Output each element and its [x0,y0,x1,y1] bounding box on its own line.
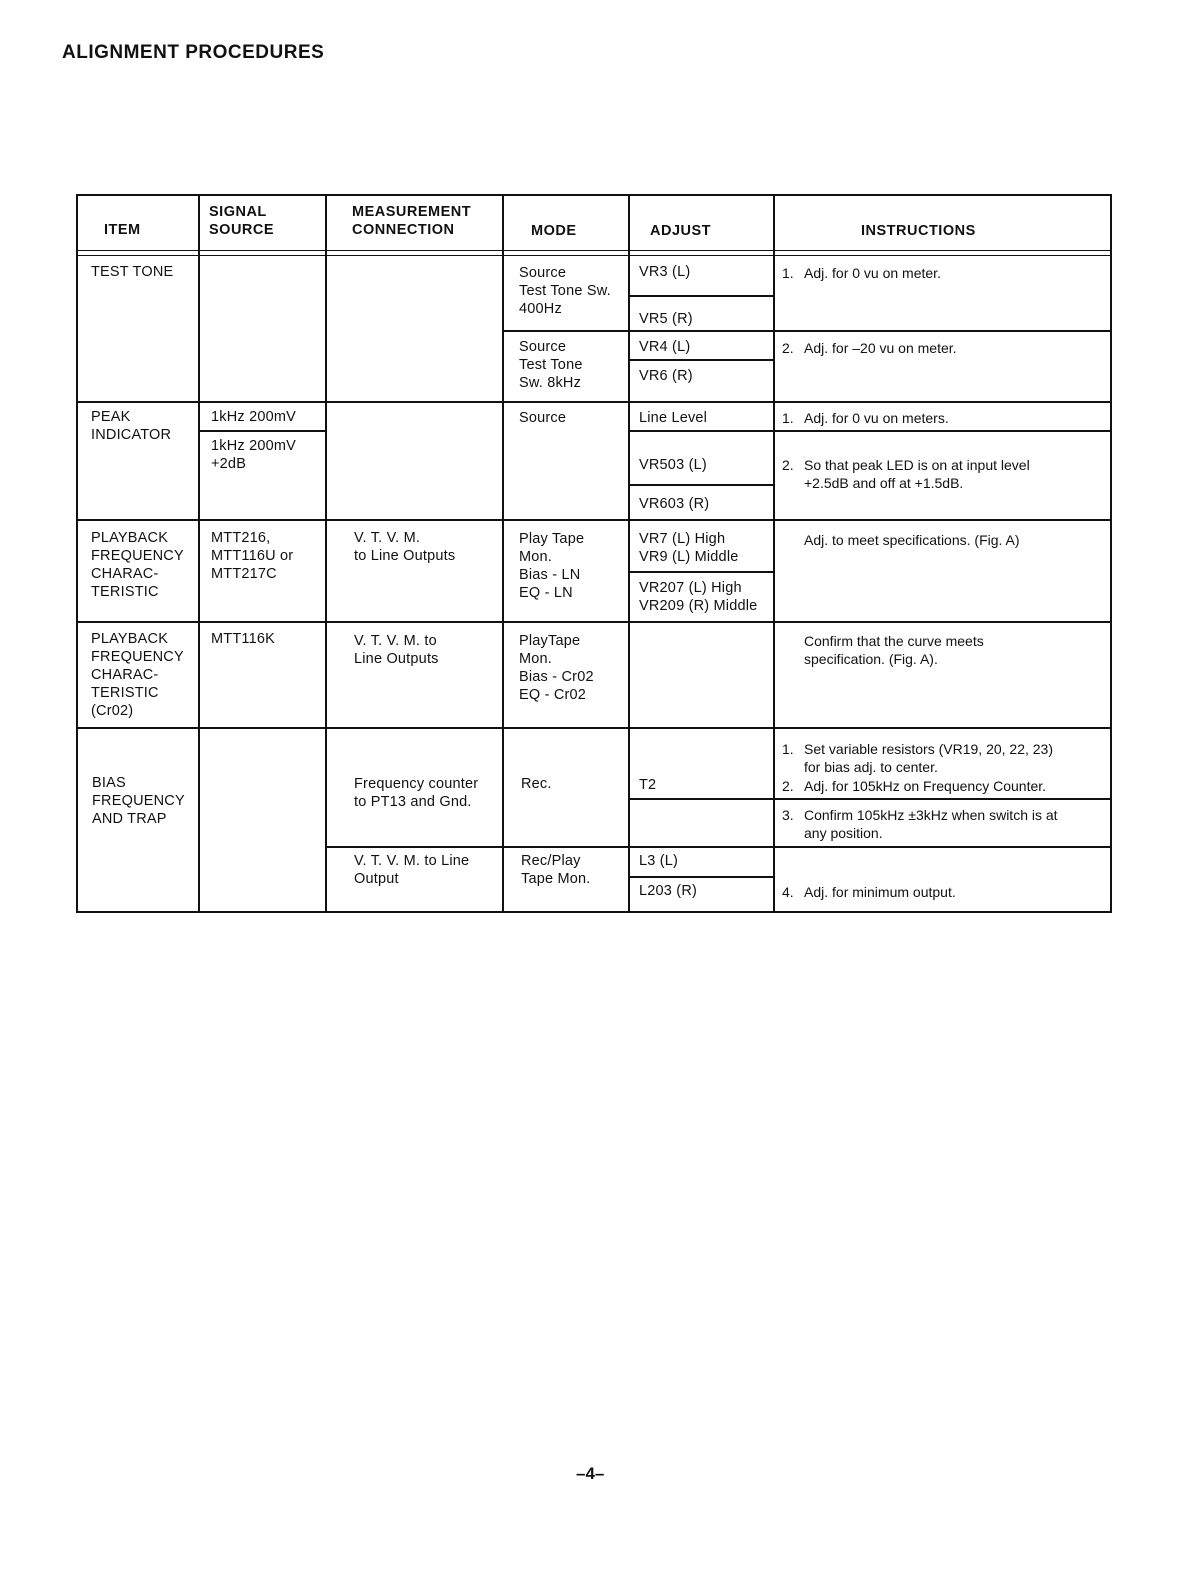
table-border-top [76,194,1112,196]
subrow-divider [326,846,1112,848]
table-border-left [76,194,78,913]
instruction-text: Adj. for –20 vu on meter. [804,340,957,356]
header-mode: MODE [531,223,577,239]
connection-cell: V. T. V. M. to Line Outputs [354,633,439,667]
instruction-number: 4. [782,884,794,900]
instruction-number: 1. [782,265,794,281]
adjust-cell: T2 [639,777,657,793]
column-divider [198,194,200,913]
adjust-divider [629,359,774,361]
adjust-cell: VR503 (L) [639,457,707,473]
item-playback-frequency: PLAYBACK FREQUENCY CHARAC- TERISTIC [91,530,184,600]
adjust-divider [629,484,774,486]
instruction-text: Adj. to meet specifications. (Fig. A) [804,532,1020,548]
mode-cell: PlayTape Mon. Bias - Cr02 EQ - Cr02 [519,633,594,703]
instruction-text: Adj. for 0 vu on meters. [804,410,949,426]
adjust-cell: VR3 (L) [639,264,691,280]
adjust-divider [629,571,774,573]
connection-cell: V. T. V. M. to Line Outputs [354,530,456,564]
mode-cell: Rec/Play Tape Mon. [521,853,591,887]
adjust-divider [629,430,1112,432]
header-adjust: ADJUST [650,223,712,239]
table-border-right [1110,194,1112,913]
instruction-text: Confirm that the curve meets specification. (Fig. A). [804,633,984,667]
mode-cell: Rec. [521,776,552,792]
page-number: –4– [576,1464,605,1483]
header-rule [76,255,1112,256]
signal-source-cell: MTT116K [211,631,275,647]
row-divider [76,401,1112,403]
mode-cell: Play Tape Mon. Bias - LN EQ - LN [519,531,585,601]
adjust-divider [629,295,774,297]
alignment-table [76,194,1122,921]
item-test-tone: TEST TONE [91,264,174,280]
mode-cell: Source Test Tone Sw. 8kHz [519,339,583,391]
connection-cell: V. T. V. M. to Line Output [354,853,470,887]
column-divider [773,194,775,913]
row-divider [76,727,1112,729]
page-title: ALIGNMENT PROCEDURES [62,42,325,63]
signal-source-cell: MTT216, MTT116U or MTT217C [211,530,294,582]
adjust-cell: VR4 (L) [639,339,691,355]
adjust-cell: Line Level [639,410,708,426]
header-rule [76,250,1112,251]
instruction-text: So that peak LED is on at input level +2.5dB and off at +1.5dB. [804,457,1030,491]
instruction-number: 2. [782,457,794,473]
adjust-cell: VR6 (R) [639,368,693,384]
header-measurement-connection: MEASUREMENT CONNECTION [352,204,472,238]
mode-cell: Source Test Tone Sw. 400Hz [519,265,611,317]
instruction-text: Adj. for minimum output. [804,884,956,900]
adjust-cell: VR603 (R) [639,496,710,512]
item-peak-indicator: PEAK INDICATOR [91,409,172,443]
column-divider [502,194,504,913]
instruction-number: 3. [782,807,794,823]
signal-source-cell: 1kHz 200mV [211,409,297,425]
header-signal-source: SIGNAL SOURCE [209,204,275,238]
signal-source-cell: 1kHz 200mV +2dB [211,438,297,472]
signal-divider [199,430,326,432]
header-instructions: INSTRUCTIONS [861,223,976,239]
instruction-text: Adj. for 0 vu on meter. [804,265,941,281]
table-border-bottom [76,911,1112,913]
item-playback-frequency-cro2: PLAYBACK FREQUENCY CHARAC- TERISTIC (Cr02) [91,631,184,719]
column-divider [325,194,327,913]
item-bias-frequency: BIAS FREQUENCY AND TRAP [92,775,185,827]
adjust-divider [629,798,1112,800]
adjust-cell: VR5 (R) [639,311,693,327]
adjust-cell: L203 (R) [639,883,698,899]
instruction-number: 2. [782,340,794,356]
adjust-cell: VR7 (L) High VR9 (L) Middle [639,531,739,565]
instruction-text: Confirm 105kHz ±3kHz when switch is at any position. [804,807,1058,841]
mode-cell: Source [519,410,567,426]
instruction-number: 2. [782,778,794,794]
adjust-divider [629,876,774,878]
connection-cell: Frequency counter to PT13 and Gnd. [354,776,479,810]
instruction-number: 1. [782,741,794,757]
header-item: ITEM [104,222,141,238]
instruction-text: Adj. for 105kHz on Frequency Counter. [804,778,1047,794]
instruction-text: Set variable resistors (VR19, 20, 22, 23) for bias adj. to center. [804,741,1054,775]
instruction-number: 1. [782,410,794,426]
row-divider [76,621,1112,623]
adjust-cell: VR207 (L) High VR209 (R) Middle [639,580,758,614]
row-divider [76,519,1112,521]
adjust-cell: L3 (L) [639,853,679,869]
subrow-divider [503,330,1112,332]
column-divider [628,194,630,913]
